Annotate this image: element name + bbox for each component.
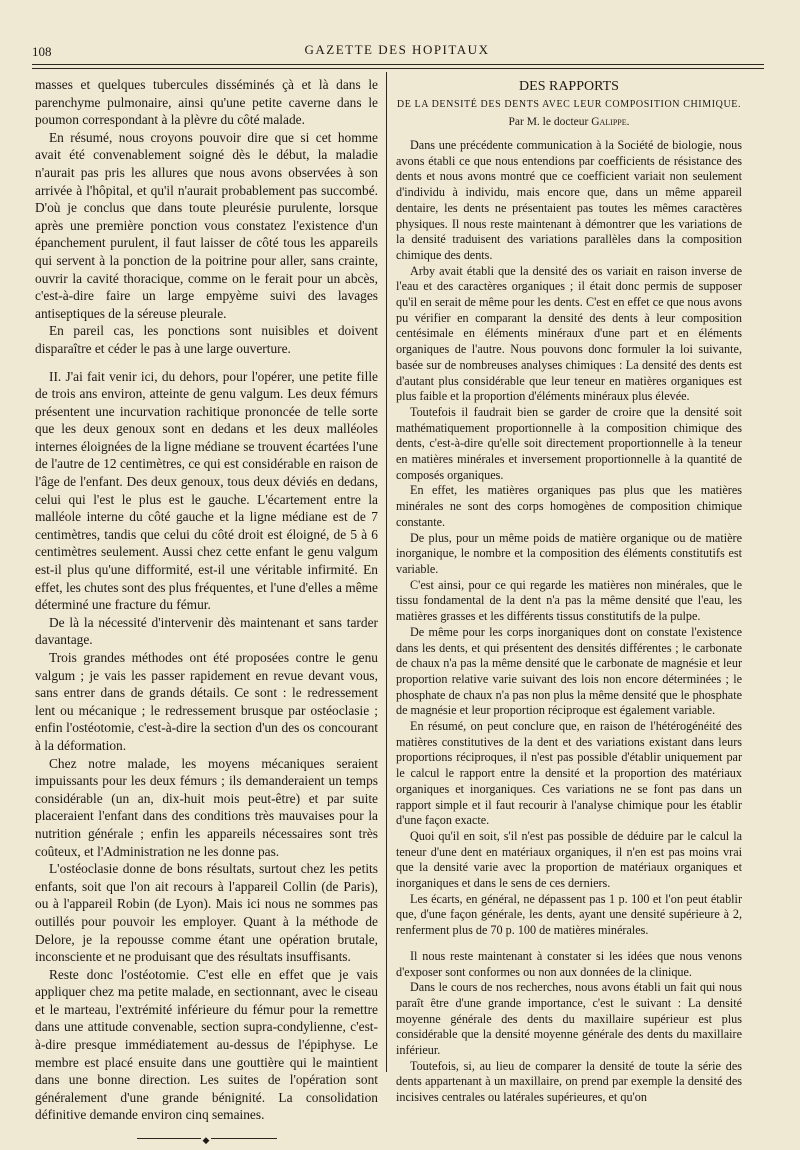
paragraph: De même pour les corps inorganiques dont on constate l'existence dans les dents, et qui présentent des densités différentes ; le carbonate de chaux n'a pas la même densité que le carbonate de magnésie et leur proportion relative varie suivant des lois non encore déterminées ; le phosphate de chaux n'a pas non plus la même densité que le phosphate de magnésie et leur proportion réciproque est également variable.	[396, 624, 742, 718]
header-rule-bottom	[32, 68, 764, 69]
column-divider	[386, 72, 387, 1072]
right-column	[396, 76, 742, 1106]
paragraph: En résumé, on peut conclure que, en raison de l'hétérogénéité des matières constitutives de la dent et des variations existant dans leurs proportions réciproques, il n'est pas possible d'établir uniquement par le calcul le rapport entre la densité et la proportion des matériaux organiques et inorganiques. Ces variations ne se font pas dans un rapport simple et il faut recourir à l'analyse chimique pour les établir d'une façon exacte.	[396, 719, 742, 828]
byline-prefix: Par M. le docteur	[508, 116, 592, 128]
article-title: DES RAPPORTS	[519, 79, 619, 94]
end-ornament: ◆	[137, 1134, 277, 1142]
paragraph: Dans une précédente communication à la Société de biologie, nous avons établi ce que nous entendions par coefficients de résistance des dents et nous avons montré que ce coefficient variait non seulement d'individu à individu, mais encore que, dans un même appareil dentaire, les dents ne présentaient pas toutes les mêmes caractères physiques. Il nous reste maintenant à démontrer que les variations de la densité traduisent des variations parallèles dans la composition chimique des dents.	[396, 138, 742, 262]
paragraph: De plus, pour un même poids de matière organique ou de matière inorganique, le nombre et la composition des éléments constitutifs est variable.	[396, 530, 742, 576]
author-name: Galippe	[591, 116, 627, 128]
byline-suffix: .	[626, 116, 630, 128]
paragraph: Toutefois il faudrait bien se garder de croire que la densité soit mathématiquement proportionnelle à la composition chimique des dents, c'est-à-dire qu'elle soit directement proportionnelle à la teneur en matières minérales et inversement proportionnelle à la quantité de composés organiques.	[396, 404, 742, 482]
paragraph: L'ostéoclasie donne de bons résultats, surtout chez les petits enfants, soit que l'on ait recours à l'appareil Collin (de Paris), ou à l'appareil Robin (de Lyon). Mais ici nous ne sommes pas outillés pour pouvoir les employer. Quant à la méthode de Delore, je la repousse comme étant une opération brutale, inconsciente et ne produisant que des résultats insuffisants.	[35, 861, 378, 965]
article-subtitle: DE LA DENSITÉ DES DENTS AVEC LEUR COMPOSITION CHIMIQUE.	[396, 99, 742, 110]
paragraph: C'est ainsi, pour ce qui regarde les matières non minérales, que le tissu fondamental de la dent n'a pas la même densité que l'eau, les matières grasses et les différents tissus constitutifs de la pulpe.	[396, 577, 742, 624]
paragraph: Arby avait établi que la densité des os variait en raison inverse de l'eau et des caractères organiques ; il était donc permis de supposer qu'il en serait de même pour les dents. C'est en effet ce que nous avons pu vérifier en comparant la densité des dents à leur composition centésimale en éléments minéraux d'une part et en éléments organiques de l'autre. Nous pouvons donc formuler la loi suivante, basée sur de nombreuses analyses chimiques : La densité des dents est d'autant plus considérable que leur teneur en matières organiques est plus faible et la proportion d'éléments minéraux plus élevée.	[396, 263, 742, 404]
paragraph: En effet, les matières organiques pas plus que les matières minérales ne sont des corps homogènes de composition chimique constante.	[396, 483, 742, 529]
paragraph: Toutefois, si, au lieu de comparer la densité de toute la série des dents appartenant à un maxillaire, on prend par exemple la densité des incisives centrales ou latérales supérieures, et qu'on	[396, 1058, 742, 1105]
paragraph: Chez notre malade, les moyens mécaniques seraient impuissants pour les deux fémurs ; ils demanderaient un temps considérable (un an, dix-huit mois peut-être) et par suite placeraient l'enfant dans des conditions très mauvaises pour la nutrition générale ; enfin les appareils nécessaires sont très coûteux, et l'Administration ne les donne pas.	[35, 755, 378, 859]
paragraph: De là la nécessité d'intervenir dès maintenant et sans tarder davantage.	[35, 614, 378, 648]
paragraph-section-ii: II. J'ai fait venir ici, du dehors, pour l'opérer, une petite fille de trois ans environ, atteinte de genu valgum. Les deux fémurs présentent une incurvation rachitique prononcée de telle sorte que les deux genoux sont en dedans et les deux malléoles internes éloignées de la ligne médiane se trouvent écartées l'une de l'autre de 12 centimètres, ce qui est considérable en raison de l'âge de l'enfant. Des deux genoux, tous deux déviés en dedans, celui qui l'est le plus est le gauche. L'écartement entre la malléole interne du côté gauche et la ligne médiane est de 7 centimètres, tandis que celui du côté droit est éloigné, de 5 à 6 centimètres seulement. Aussi chez cette enfant le genu valgum est-il plus qu'une difformité, est-il une véritable infirmité. En effet, les chutes sont des plus fréquentes, et l'une d'elles a même déterminé une fracture du fémur.	[35, 368, 378, 613]
journal-title: GAZETTE DES HOPITAUX	[304, 42, 490, 57]
paragraph: Trois grandes méthodes ont été proposées contre le genu valgum ; je vais les passer rapidement en revue devant vous, sans entrer dans de grands détails. Ce sont : le redressement lent ou mécanique ; le redressement brusque par ostéoclasie ; enfin l'ostéotomie, c'est-à-dire la section d'un des os concourant à la déformation.	[35, 650, 378, 753]
page-header	[32, 38, 762, 62]
left-column	[35, 76, 378, 1146]
paragraph: masses et quelques tubercules disséminés çà et là dans le parenchyme pulmonaire, ainsi qu'une petite caverne dans le poumon correspondant à la plèvre du côté malade.	[35, 77, 378, 128]
byline	[396, 114, 742, 130]
paragraph: Reste donc l'ostéotomie. C'est elle en effet que je vais appliquer chez ma petite malade, en sectionnant, avec le ciseau et le marteau, l'extrémité inférieure du fémur pour la remettre dans une attitude convenable, section supra-condylienne, c'est-à-dire presque immédiatement au-dessus de l'épiphyse. Le membre est placé ensuite dans une gouttière qui le maintient dans une bonne direction. Les suites de l'opération sont généralement d'une grande bénignité. La consolidation définitive demande environ cinq semaines.	[35, 966, 378, 1123]
paragraph: Dans le cours de nos recherches, nous avons établi un fait qui nous paraît être d'une grande importance, c'est le suivant : La densité moyenne générale des dents du maxillaire supérieur est plus considérable que la densité moyenne générale des dents du maxillaire inférieur.	[396, 980, 742, 1058]
paragraph: En pareil cas, les ponctions sont nuisibles et doivent disparaître et céder le pas à une large ouverture.	[35, 323, 378, 356]
paragraph: En résumé, nous croyons pouvoir dire que si cet homme avait été convenablement soigné dès le début, la maladie n'aurait pas pris les allures que nous avons observées à son arrivée à l'hôpital, et qu'il n'aurait probablement pas succombé. D'où je conclus que dans toute pleurésie purulente, lorsque après une première ponction vous constatez l'existence d'un épanchement purulent, il faut laisser de côté tous les appareils qui servent à la ponction de la poitrine pour aller, sans crainte, ouvrir la cavité thoracique, comme on le ferait pour un abcès, c'est-à-dire faire un large empyème suivi des lavages antiseptiques de la séreuse pleurale.	[35, 129, 378, 321]
header-rule-top	[32, 64, 764, 65]
paragraph: Quoi qu'il en soit, s'il n'est pas possible de déduire par le calcul la teneur d'une dent en matériaux organiques, il n'en est pas moins vrai que la densité varie avec la proportion de matériaux organiques et inorganiques et dans le sens de ces derniers.	[396, 828, 742, 891]
page-number: 108	[32, 44, 52, 59]
paragraph: Les écarts, en général, ne dépassent pas 1 p. 100 et l'on peut établir que, d'une façon générale, les dents, ayant une densité supérieure à 2, renferment plus de 70 p. 100 de matières minérales.	[396, 891, 742, 938]
paragraph: Il nous reste maintenant à constater si les idées que nous venons d'exposer sont conformes ou non aux données de la clinique.	[396, 948, 742, 979]
